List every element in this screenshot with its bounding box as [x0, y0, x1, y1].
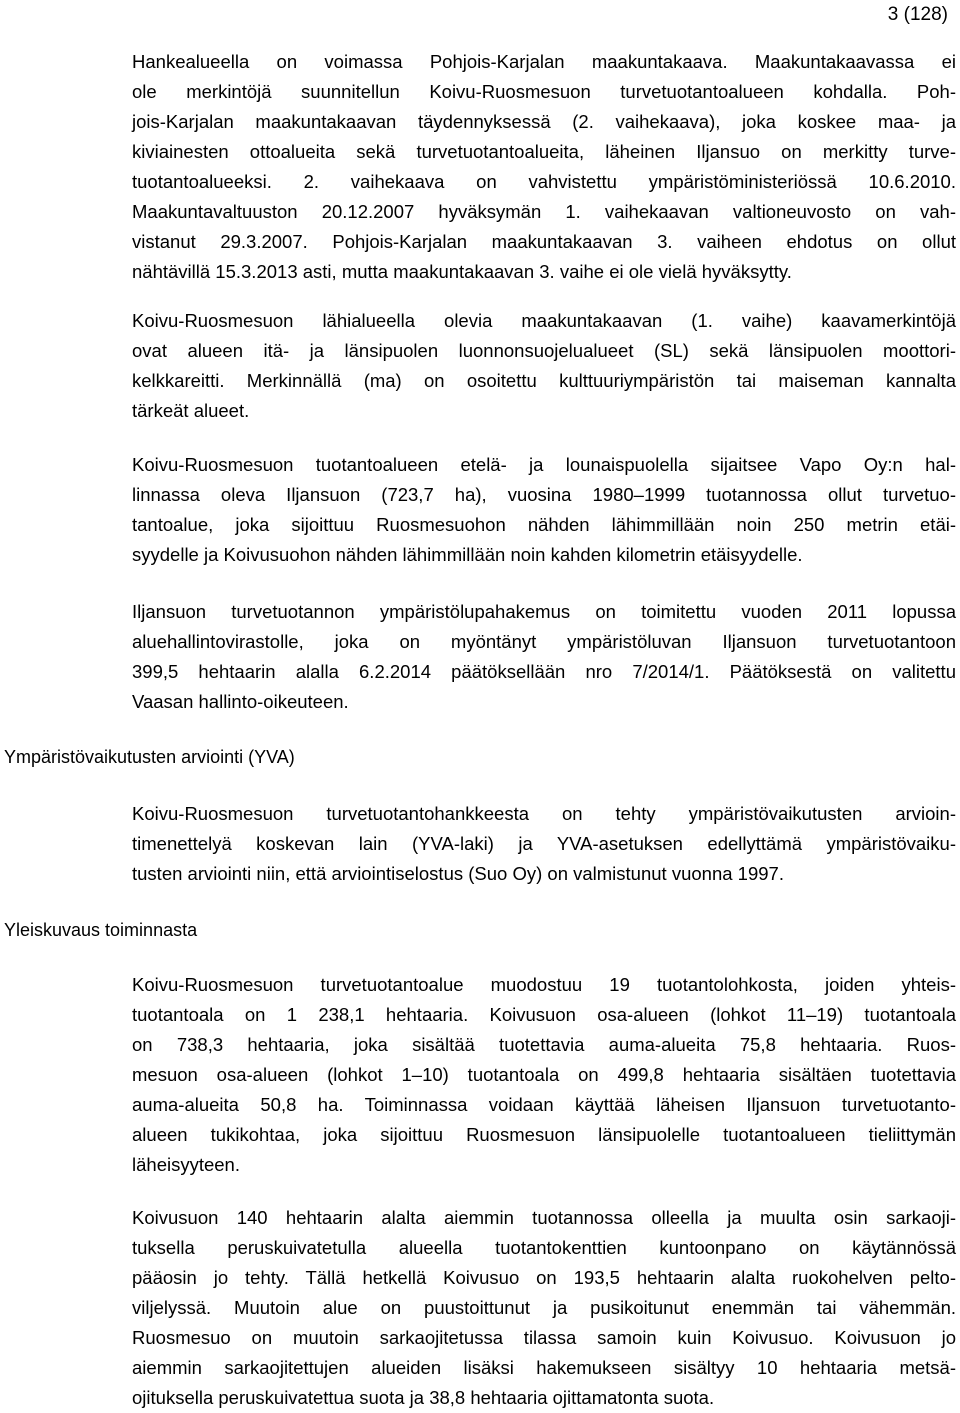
text-line: Maakuntavaltuuston 20.12.2007 hyväksymän 1. vaihekaavan valtioneuvosto on vah- — [132, 201, 956, 222]
text-line: tusten arviointi niin, että arviointiselostus (Suo Oy) on valmistunut vuonna 1997. — [132, 863, 784, 884]
paragraph-current-state — [132, 1203, 956, 1413]
text-line: aluehallintovirastolle, joka on myöntänyt ympäristöluvan Iljansuon turvetuotantoon — [132, 631, 956, 652]
text-line: timenettelyä koskevan lain (YVA-laki) ja YVA-asetuksen edellyttämä ympäristövaiku- — [132, 833, 956, 854]
text-line: vistanut 29.3.2007. Pohjois-Karjalan maakuntakaavan 3. vaiheen ehdotus on ollut — [132, 231, 956, 252]
text-line: tuotantoala on 1 238,1 hehtaaria. Koivusuon osa-alueen (lohkot 11–19) tuotantoala — [132, 1004, 956, 1025]
text-line: auma-alueita 50,8 ha. Toiminnassa voidaan käyttää läheisen Iljansuon turvetuotanto- — [132, 1094, 956, 1115]
text-line: pääosin jo tehty. Tällä hetkellä Koivusuo on 193,5 hehtaarin alalta ruokohelven pelto- — [132, 1267, 956, 1288]
text-line: tuotantoalueeksi. 2. vaihekaava on vahvistettu ympäristöministeriössä 10.6.2010. — [132, 171, 956, 192]
text-line: kelkkareitti. Merkinnällä (ma) on osoitettu kulttuuriympäristön tai maiseman kannalta — [132, 370, 956, 391]
text-line: Iljansuon turvetuotannon ympäristölupahakemus on toimitettu vuoden 2011 lopussa — [132, 601, 956, 622]
text-line: 399,5 hehtaarin alalla 6.2.2014 päätöksellään nro 7/2014/1. Päätöksestä on valitettu — [132, 661, 956, 682]
text-line: tärkeät alueet. — [132, 400, 250, 421]
text-line: ojituksella peruskuivatettua suota ja 38,8 hehtaaria ojittamatonta suota. — [132, 1387, 715, 1408]
paragraph-iljansuo — [132, 450, 956, 570]
text-line: linnassa oleva Iljansuon (723,7 ha), vuosina 1980–1999 tuotannossa ollut turvetuo- — [132, 484, 956, 505]
text-line: mesuon osa-alueen (lohkot 1–10) tuotantoala on 499,8 hehtaaria sisältäen tuotettavia — [132, 1064, 956, 1085]
page-number: 3 (128) — [887, 4, 948, 25]
text-line: viljelyssä. Muutoin alue on puustoittunut ja pusikoitunut enemmän tai vähemmän. — [132, 1297, 956, 1318]
text-line: syydelle ja Koivusuohon nähden lähimmillään noin kahden kilometrin etäisyydelle. — [132, 544, 803, 565]
text-line: ovat alueen itä- ja länsipuolen luonnonsuojelualueet (SL) sekä länsipuolen moottori- — [132, 340, 956, 361]
text-line: Ruosmesuo on muutoin sarkaojitetussa tilassa samoin kuin Koivusuo. Koivusuon jo — [132, 1327, 956, 1348]
text-line: Koivu-Ruosmesuon tuotantoalueen etelä- ja lounaispuolella sijaitsee Vapo Oy:n hal- — [132, 454, 956, 475]
text-line: nähtävillä 15.3.2013 asti, mutta maakuntakaavan 3. vaihe ei ole vielä hyväksytty. — [132, 261, 792, 282]
section-heading-overview: Yleiskuvaus toiminnasta — [4, 920, 198, 940]
text-line: alueen tukikohtaa, joka sijoittuu Ruosmesuon länsipuolelle tuotantoalueen tieliittymän — [132, 1124, 956, 1145]
text-line: Koivu-Ruosmesuon turvetuotantoalue muodostuu 19 tuotantolohkosta, joiden yhteis- — [132, 974, 956, 995]
text-line: Vaasan hallinto-oikeuteen. — [132, 691, 349, 712]
text-line: jois-Karjalan maakuntakaavan täydennyksessä (2. vaihekaava), joka koskee maa- ja — [132, 111, 956, 132]
text-line: aiemmin sarkaojitettujen alueiden lisäksi hakemukseen sisältyy 10 hehtaaria metsä- — [132, 1357, 956, 1378]
text-line: Hankealueella on voimassa Pohjois-Karjalan maakuntakaava. Maakuntakaavassa ei — [132, 51, 956, 72]
text-line: tantoalue, joka sijoittuu Ruosmesuohon nähden lähimmillään noin 250 metrin etäi- — [132, 514, 956, 535]
text-line: tuksella peruskuivatetulla alueella tuotantokenttien kuntoonpano on käytännössä — [132, 1237, 956, 1258]
text-line: Koivusuon 140 hehtaarin alalta aiemmin tuotannossa olleella ja muulta osin sarkaoji- — [132, 1207, 956, 1228]
text-line: on 738,3 hehtaaria, joka sisältää tuotettavia auma-alueita 75,8 hehtaaria. Ruos- — [132, 1034, 956, 1055]
paragraph-yva — [132, 799, 956, 889]
text-line: kiviainesten ottoalueita sekä turvetuotantoalueita, läheinen Iljansuo on merkitty turve- — [132, 141, 956, 162]
section-heading-yva: Ympäristövaikutusten arviointi (YVA) — [4, 747, 295, 767]
paragraph-regional-plan — [132, 47, 956, 287]
text-line: ole merkintöjä suunnitellun Koivu-Ruosmesuon turvetuotantoalueen kohdalla. Poh- — [132, 81, 956, 102]
paragraph-environmental-permit — [132, 597, 956, 717]
text-line: Koivu-Ruosmesuon lähialueella olevia maakuntakaavan (1. vaihe) kaavamerkintöjä — [132, 310, 956, 331]
paragraph-production-area — [132, 970, 956, 1180]
text-line: Koivu-Ruosmesuon turvetuotantohankkeesta on tehty ympäristövaikutusten arvioin- — [132, 803, 956, 824]
paragraph-plan-markings — [132, 306, 956, 426]
text-line: läheisyyteen. — [132, 1154, 240, 1175]
